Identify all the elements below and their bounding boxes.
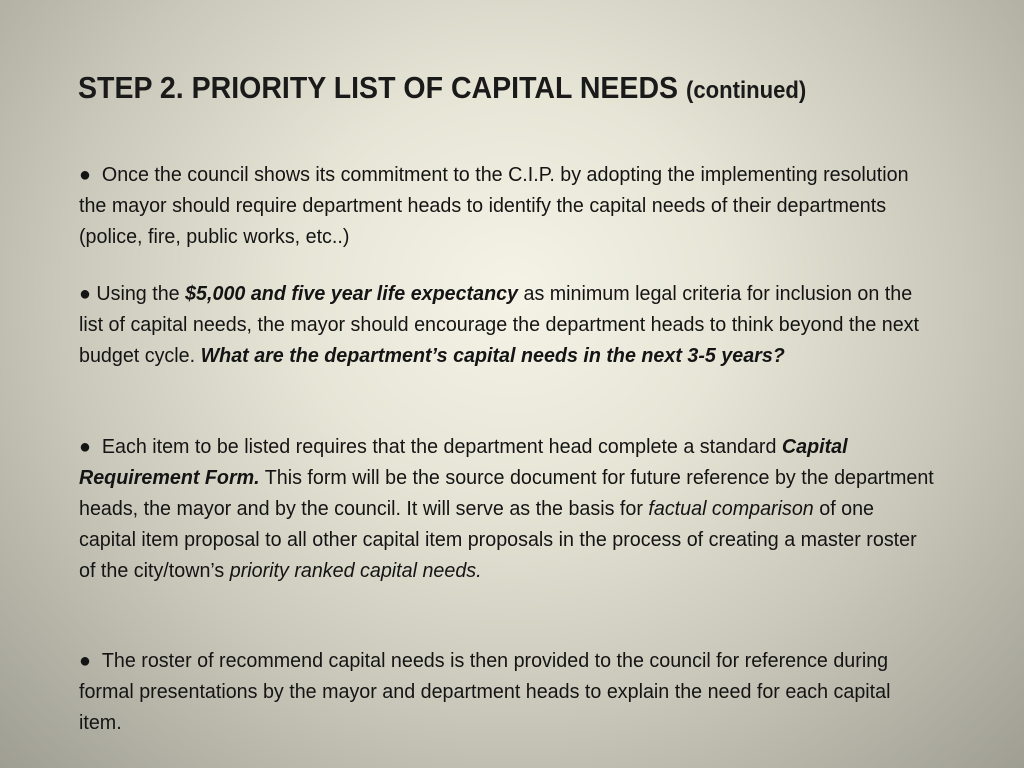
bullet-paragraph-3 <box>79 432 936 587</box>
p2-text-2: as minimum legal criteria for inclusion on the list of capital needs, the mayor should encourage the department heads to think beyond the next budget cycle. <box>79 283 919 367</box>
p2-emphasis-question: What are the department’s capital needs in the next 3-5 years? <box>200 345 785 367</box>
bullet-paragraph-1 <box>79 160 936 253</box>
p1-text: Once the council shows its commitment to the C.I.P. by adopting the implementing resolution the mayor should require department heads to identify the capital needs of their departments (police, fire, public works, etc..) <box>79 164 909 248</box>
bullet-icon: ● <box>79 283 91 305</box>
bullet-icon: ● <box>79 650 91 672</box>
bullet-icon: ● <box>79 164 91 186</box>
title-main: STEP 2. PRIORITY LIST OF CAPITAL NEEDS <box>78 70 679 105</box>
p3-text-2: This form will be the source document for future reference by the department heads, the mayor and by the council. It will serve as the basis for <box>79 467 934 520</box>
bullet-paragraph-4 <box>79 646 936 739</box>
bullet-paragraph-2 <box>79 279 936 372</box>
p3-emphasis-form: Capital Requirement Form. <box>79 436 848 489</box>
p3-italic-priority: priority ranked capital needs. <box>229 560 482 582</box>
slide-title <box>78 68 906 111</box>
p2-emphasis-criteria: $5,000 and five year life expectancy <box>185 283 519 305</box>
p4-text: The roster of recommend capital needs is then provided to the council for reference during formal presentations by the mayor and department heads to explain the need for each capital item. <box>79 650 891 734</box>
p3-text-1: Each item to be listed requires that the department head complete a standard <box>101 436 782 458</box>
p3-text-3: of one capital item proposal to all other capital item proposals in the process of creating a master roster of the city/town’s <box>79 498 917 582</box>
title-subtitle: (continued) <box>686 77 807 104</box>
p3-italic-comparison: factual comparison <box>648 498 814 520</box>
p2-text-1: Using the <box>96 283 186 305</box>
bullet-icon: ● <box>79 436 91 458</box>
